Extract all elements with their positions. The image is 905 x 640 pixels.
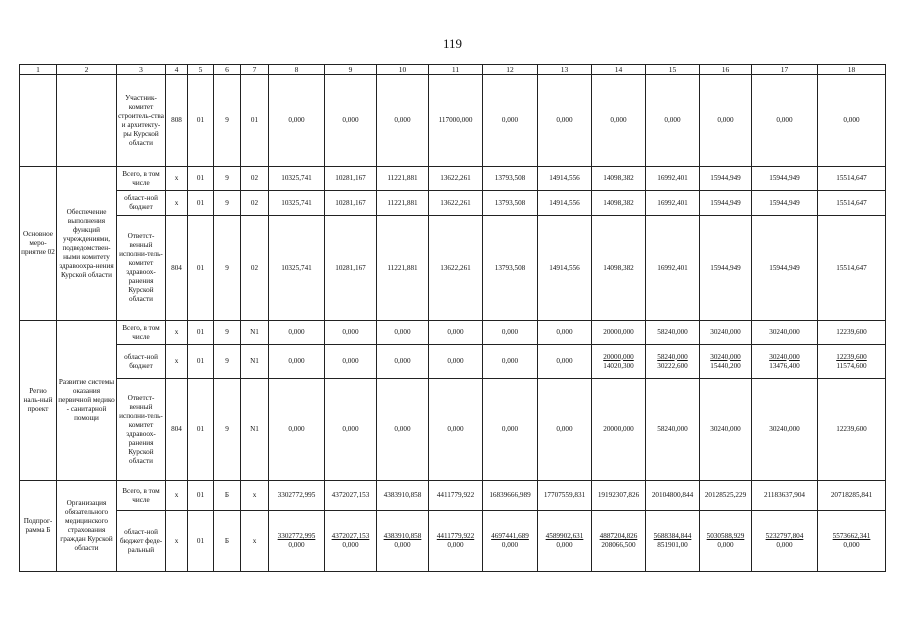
header-cell-1: 1 <box>20 65 57 75</box>
value-main: 20718285,841 <box>830 491 873 499</box>
value-main: 10281,167 <box>335 174 366 182</box>
header-cell-11: 11 <box>429 65 483 75</box>
value-secondary: 0,000 <box>447 541 464 549</box>
value-cell <box>646 191 700 216</box>
value-cell <box>592 511 646 572</box>
value-main: 0,000 <box>610 116 627 124</box>
value-main: 3302772,995 <box>277 532 316 540</box>
value-secondary: 30222,600 <box>657 361 688 370</box>
value-secondary: 0,000 <box>843 541 860 549</box>
value-main: 14914,556 <box>549 174 580 182</box>
row-description-cell: Развитие системы оказания первичной медико - санитарной помощи <box>57 321 117 481</box>
value-cell <box>377 167 429 191</box>
value-secondary: 0,000 <box>717 541 734 549</box>
header-cell-13: 13 <box>538 65 592 75</box>
value-main: 11221,881 <box>387 198 418 207</box>
value-secondary: 208066,500 <box>601 541 636 549</box>
value-main: 0,000 <box>501 328 519 336</box>
value-cell <box>752 216 818 321</box>
value-cell <box>377 75 429 167</box>
code-cell: х <box>241 511 269 572</box>
value-main: 0,000 <box>288 116 305 124</box>
value-cell <box>269 379 325 481</box>
code-cell: х <box>166 167 188 191</box>
header-cell-17: 17 <box>752 65 818 75</box>
value-cell <box>269 216 325 321</box>
value-cell <box>483 167 538 191</box>
value-main: 13622,261 <box>440 198 471 207</box>
value-cell <box>646 511 700 572</box>
value-cell <box>818 75 886 167</box>
value-main: 16839666,989 <box>489 491 531 499</box>
code-cell: 9 <box>214 216 241 321</box>
value-main: 10325,741 <box>281 263 312 272</box>
value-main: 14914,556 <box>549 198 580 207</box>
table-row <box>20 511 886 572</box>
value-cell <box>269 191 325 216</box>
value-cell <box>700 481 752 511</box>
value-cell <box>377 379 429 481</box>
row-description-cell: Организация обязательного медицинского страхования граждан Курской области <box>57 481 117 572</box>
value-cell <box>325 511 377 572</box>
value-cell <box>325 167 377 191</box>
code-cell: 01 <box>188 511 214 572</box>
value-cell <box>752 511 818 572</box>
code-cell: 01 <box>188 191 214 216</box>
value-secondary: 11574,600 <box>836 361 867 370</box>
value-cell <box>752 167 818 191</box>
header-cell-9: 9 <box>325 65 377 75</box>
table-row <box>20 379 886 481</box>
value-main: 30240,000 <box>710 352 741 361</box>
value-main: 17707559,831 <box>543 491 586 499</box>
header-cell-14: 14 <box>592 65 646 75</box>
code-cell: 01 <box>188 481 214 511</box>
value-cell <box>429 167 483 191</box>
value-secondary: 0,000 <box>288 541 305 549</box>
value-secondary: 0,000 <box>501 541 519 549</box>
source-cell: Всего, в том числе <box>117 481 166 511</box>
value-main: 0,000 <box>394 425 411 433</box>
value-cell <box>483 216 538 321</box>
code-cell: N1 <box>241 345 269 379</box>
value-main: 15944,949 <box>710 263 741 272</box>
value-cell <box>592 345 646 379</box>
code-cell: Б <box>214 511 241 572</box>
value-main: 58240,000 <box>657 352 688 361</box>
value-main: 5232797,804 <box>765 532 804 540</box>
value-main: 20000,000 <box>603 425 634 433</box>
value-secondary: 0,000 <box>342 541 359 549</box>
value-main: 12239,600 <box>836 328 867 336</box>
value-cell <box>538 216 592 321</box>
value-main: 21183637,904 <box>763 491 806 499</box>
value-cell <box>592 75 646 167</box>
source-cell: Ответст-венный исполни-тель-комитет здравоох-ранения Курской области <box>117 379 166 481</box>
row-label-cell <box>20 75 57 167</box>
value-cell <box>269 75 325 167</box>
value-main: 20000,000 <box>603 352 634 361</box>
value-main: 117000,000 <box>438 116 473 124</box>
value-main: 13793,508 <box>494 263 526 272</box>
value-cell <box>592 167 646 191</box>
value-main: 0,000 <box>288 357 305 365</box>
value-cell <box>646 379 700 481</box>
value-cell <box>429 481 483 511</box>
value-cell <box>325 379 377 481</box>
header-cell-16: 16 <box>700 65 752 75</box>
value-main: 0,000 <box>342 328 359 336</box>
row-description-cell: Обеспечение выполнения функций учреждениями, подведомствен-ными комитету здравоохра-нения Курской области <box>57 167 117 321</box>
code-cell: N1 <box>241 321 269 345</box>
value-secondary: 0,000 <box>556 541 573 549</box>
value-cell <box>325 481 377 511</box>
value-main: 30240,000 <box>710 328 741 336</box>
value-cell <box>538 75 592 167</box>
table-row <box>20 481 886 511</box>
value-cell <box>592 379 646 481</box>
value-cell <box>646 481 700 511</box>
header-cell-4: 4 <box>166 65 188 75</box>
value-cell <box>700 379 752 481</box>
value-cell <box>538 191 592 216</box>
header-cell-12: 12 <box>483 65 538 75</box>
code-cell: N1 <box>241 379 269 481</box>
header-cell-3: 3 <box>117 65 166 75</box>
value-main: 5573662,341 <box>832 532 871 540</box>
value-main: 30240,000 <box>769 328 800 336</box>
value-cell <box>325 345 377 379</box>
source-cell: област-ной бюджет <box>117 345 166 379</box>
value-main: 15944,949 <box>769 198 800 207</box>
value-main: 5030588,929 <box>706 532 745 540</box>
value-cell <box>646 321 700 345</box>
value-main: 0,000 <box>556 425 573 433</box>
table-row <box>20 167 886 191</box>
value-main: 0,000 <box>501 357 519 365</box>
code-cell: Б <box>214 481 241 511</box>
table-row <box>20 191 886 216</box>
value-main: 0,000 <box>288 425 305 433</box>
row-label-cell: Подпрог-рамма Б <box>20 481 57 572</box>
value-cell <box>700 345 752 379</box>
source-cell: област-ной бюджет <box>117 191 166 216</box>
value-main: 0,000 <box>501 116 519 124</box>
value-cell <box>818 216 886 321</box>
value-cell <box>269 167 325 191</box>
value-cell <box>818 379 886 481</box>
value-main: 30240,000 <box>710 425 741 433</box>
value-cell <box>818 481 886 511</box>
value-cell <box>377 216 429 321</box>
value-cell <box>646 167 700 191</box>
value-main: 10325,741 <box>281 174 312 182</box>
value-main: 4411779,922 <box>436 491 475 499</box>
value-main: 19192307,826 <box>597 491 640 499</box>
value-main: 4697441,689 <box>491 532 529 540</box>
value-main: 0,000 <box>394 357 411 365</box>
value-cell <box>483 75 538 167</box>
value-main: 0,000 <box>556 328 573 336</box>
table-row <box>20 321 886 345</box>
value-cell <box>538 345 592 379</box>
value-main: 0,000 <box>342 357 359 365</box>
value-main: 4383910,858 <box>383 491 422 499</box>
value-cell <box>818 191 886 216</box>
value-cell <box>752 75 818 167</box>
value-secondary: 0,000 <box>394 541 411 549</box>
code-cell: 01 <box>188 379 214 481</box>
value-main: 13793,508 <box>494 198 526 207</box>
value-main: 15514,647 <box>836 198 867 207</box>
value-main: 20000,000 <box>603 328 634 336</box>
value-main: 0,000 <box>664 116 681 124</box>
value-cell <box>483 321 538 345</box>
value-cell <box>592 481 646 511</box>
code-cell: 02 <box>241 216 269 321</box>
value-cell <box>752 379 818 481</box>
value-cell <box>377 481 429 511</box>
value-cell <box>483 345 538 379</box>
code-cell: 9 <box>214 167 241 191</box>
value-main: 5688384,844 <box>653 532 692 540</box>
value-cell <box>377 511 429 572</box>
value-cell <box>646 216 700 321</box>
row-description-cell <box>57 75 117 167</box>
header-cell-10: 10 <box>377 65 429 75</box>
value-cell <box>429 511 483 572</box>
page-number: 119 <box>442 36 463 51</box>
value-cell <box>538 481 592 511</box>
value-main: 0,000 <box>556 357 573 365</box>
header-cell-6: 6 <box>214 65 241 75</box>
header-cell-7: 7 <box>241 65 269 75</box>
value-main: 0,000 <box>447 328 464 336</box>
value-cell <box>483 481 538 511</box>
value-cell <box>429 321 483 345</box>
value-cell <box>592 191 646 216</box>
value-cell <box>325 191 377 216</box>
value-main: 58240,000 <box>657 328 688 336</box>
value-cell <box>646 345 700 379</box>
code-cell: 808 <box>166 75 188 167</box>
header-cell-18: 18 <box>818 65 886 75</box>
value-cell <box>325 75 377 167</box>
code-cell: 01 <box>188 75 214 167</box>
value-main: 12239,600 <box>836 352 867 361</box>
value-main: 15944,949 <box>710 174 741 182</box>
code-cell: 9 <box>214 379 241 481</box>
value-cell <box>483 191 538 216</box>
value-cell <box>818 321 886 345</box>
code-cell: 9 <box>214 75 241 167</box>
table-body <box>20 65 886 572</box>
value-cell <box>429 379 483 481</box>
value-main: 15944,949 <box>710 198 741 207</box>
row-label-cell: Основное меро-приятие 02 <box>20 167 57 321</box>
value-main: 3302772,995 <box>277 491 316 499</box>
code-cell: 02 <box>241 167 269 191</box>
value-cell <box>646 75 700 167</box>
value-cell <box>269 345 325 379</box>
value-main: 20128525,229 <box>704 491 747 499</box>
value-cell <box>538 321 592 345</box>
code-cell: 9 <box>214 345 241 379</box>
value-secondary: 0,000 <box>776 541 793 549</box>
header-cell-15: 15 <box>646 65 700 75</box>
source-cell: област-ной бюджет феде-ральный <box>117 511 166 572</box>
value-cell <box>429 191 483 216</box>
value-cell <box>752 191 818 216</box>
value-main: 0,000 <box>556 116 573 124</box>
table-row <box>20 75 886 167</box>
value-secondary: 13476,400 <box>769 361 800 370</box>
header-cell-2: 2 <box>57 65 117 75</box>
value-main: 0,000 <box>288 328 305 336</box>
value-main: 0,000 <box>447 425 464 433</box>
value-main: 10281,167 <box>335 263 366 272</box>
value-main: 15514,647 <box>836 263 867 272</box>
value-main: 4372027,153 <box>331 491 370 499</box>
code-cell: 01 <box>188 345 214 379</box>
header-row <box>20 65 886 75</box>
value-main: 0,000 <box>501 425 519 433</box>
value-cell <box>429 75 483 167</box>
value-main: 14914,556 <box>549 263 580 272</box>
value-main: 4411779,922 <box>436 532 475 540</box>
code-cell: 9 <box>214 321 241 345</box>
value-main: 10325,741 <box>281 198 312 207</box>
value-main: 11221,881 <box>387 174 418 182</box>
value-main: 14098,382 <box>603 263 634 272</box>
value-main: 15944,949 <box>769 174 800 182</box>
value-main: 12239,600 <box>836 425 867 433</box>
value-main: 30240,000 <box>769 352 800 361</box>
value-cell <box>700 191 752 216</box>
value-main: 4589902,631 <box>545 532 584 540</box>
value-cell <box>700 511 752 572</box>
value-cell <box>818 167 886 191</box>
value-main: 30240,000 <box>769 425 800 433</box>
value-main: 58240,000 <box>657 425 688 433</box>
value-main: 0,000 <box>342 425 359 433</box>
code-cell: 01 <box>188 167 214 191</box>
value-main: 13622,261 <box>440 174 471 182</box>
value-main: 4887204,826 <box>599 532 638 540</box>
value-secondary: 15440,200 <box>710 361 741 370</box>
value-cell <box>700 321 752 345</box>
value-cell <box>483 379 538 481</box>
value-main: 0,000 <box>717 116 734 124</box>
value-main: 13793,508 <box>494 174 526 182</box>
value-cell <box>377 345 429 379</box>
value-cell <box>269 511 325 572</box>
value-cell <box>538 167 592 191</box>
value-cell <box>700 216 752 321</box>
value-cell <box>592 216 646 321</box>
value-main: 10281,167 <box>335 198 366 207</box>
value-cell <box>377 321 429 345</box>
header-cell-8: 8 <box>269 65 325 75</box>
value-main: 16992,401 <box>657 263 688 272</box>
code-cell: х <box>166 481 188 511</box>
code-cell: х <box>166 321 188 345</box>
value-cell <box>752 345 818 379</box>
code-cell: 804 <box>166 379 188 481</box>
code-cell: 01 <box>188 321 214 345</box>
code-cell: 01 <box>188 216 214 321</box>
value-cell <box>429 345 483 379</box>
value-cell <box>818 511 886 572</box>
value-cell <box>538 379 592 481</box>
value-main: 13622,261 <box>440 263 471 272</box>
budget-table <box>19 64 886 572</box>
table-row <box>20 345 886 379</box>
table-row <box>20 216 886 321</box>
value-main: 15514,647 <box>836 174 867 182</box>
code-cell: х <box>166 511 188 572</box>
value-cell <box>752 321 818 345</box>
code-cell: 01 <box>241 75 269 167</box>
value-cell <box>325 216 377 321</box>
value-main: 0,000 <box>394 328 411 336</box>
value-secondary: 851901,00 <box>657 541 688 549</box>
value-cell <box>700 167 752 191</box>
value-main: 0,000 <box>342 116 359 124</box>
code-cell: 804 <box>166 216 188 321</box>
value-main: 0,000 <box>776 116 793 124</box>
value-main: 0,000 <box>394 116 411 124</box>
value-main: 4383910,858 <box>383 532 422 540</box>
value-main: 0,000 <box>447 357 464 365</box>
value-main: 11221,881 <box>387 263 418 272</box>
value-main: 0,000 <box>843 116 860 124</box>
value-main: 20104800,844 <box>651 491 694 499</box>
row-label-cell: Регио наль-ный проект <box>20 321 57 481</box>
code-cell: х <box>166 191 188 216</box>
value-secondary: 14020,300 <box>603 361 634 370</box>
value-main: 16992,401 <box>657 198 688 207</box>
value-main: 14098,382 <box>603 198 634 207</box>
source-cell: Всего, в том числе <box>117 321 166 345</box>
value-main: 16992,401 <box>657 174 688 182</box>
code-cell: 9 <box>214 191 241 216</box>
value-cell <box>377 191 429 216</box>
value-cell <box>538 511 592 572</box>
value-cell <box>269 481 325 511</box>
value-cell <box>818 345 886 379</box>
value-cell <box>269 321 325 345</box>
source-cell: Участник-комитет строитель-ства и архитекту-ры Курской области <box>117 75 166 167</box>
value-cell <box>700 75 752 167</box>
source-cell: Всего, в том числе <box>117 167 166 191</box>
header-cell-5: 5 <box>188 65 214 75</box>
value-main: 15944,949 <box>769 263 800 272</box>
value-main: 14098,382 <box>603 174 634 182</box>
value-cell <box>752 481 818 511</box>
code-cell: х <box>241 481 269 511</box>
code-cell: 02 <box>241 191 269 216</box>
value-cell <box>325 321 377 345</box>
code-cell: х <box>166 345 188 379</box>
value-cell <box>592 321 646 345</box>
value-cell <box>483 511 538 572</box>
value-main: 4372027,153 <box>331 532 370 540</box>
value-cell <box>429 216 483 321</box>
source-cell: Ответст-венный исполни-тель-комитет здравоох-ранения Курской области <box>117 216 166 321</box>
